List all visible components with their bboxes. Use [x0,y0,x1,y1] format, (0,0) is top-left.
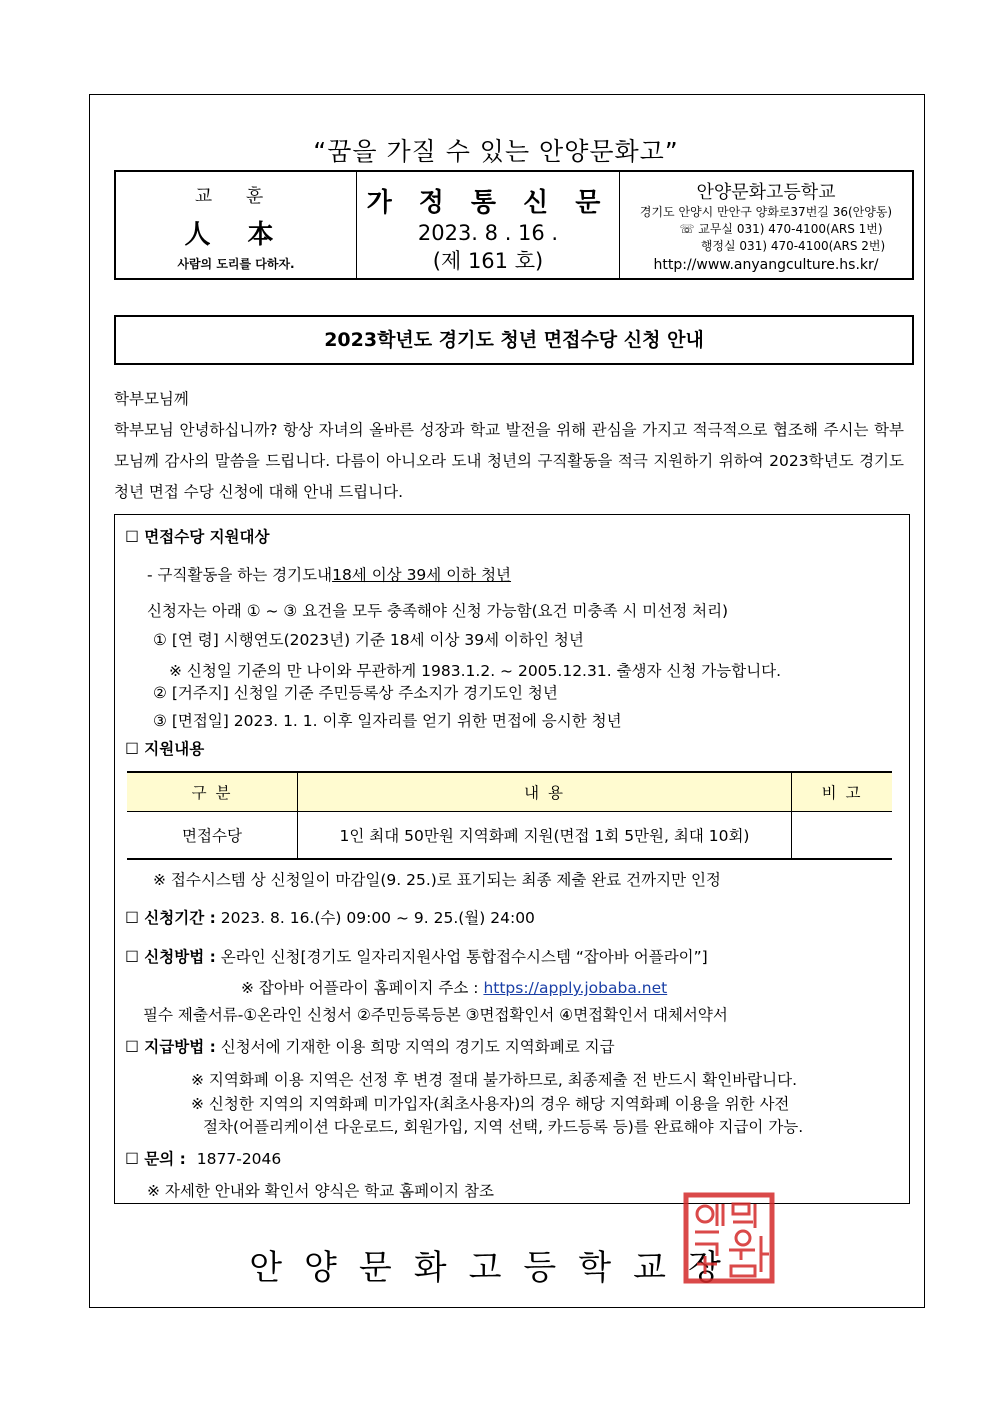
target-line-prefix: - 구직활동을 하는 경기도내 [147,566,333,584]
jobaba-link[interactable]: https://apply.jobaba.net [483,979,668,997]
school-address: 경기도 안양시 만안구 양화로37번길 36(안양동) [639,205,893,219]
support-table [127,771,892,860]
school-motto: “꿈을 가질 수 있는 안양문화고” [313,137,679,166]
method-line [125,945,708,967]
period-line [125,906,535,928]
payment-label: ☐ 지급방법 : [125,1038,216,1056]
greeting-salutation: 학부모님께 [114,390,189,408]
period-label: ☐ 신청기간 : [125,909,216,927]
payment-note-2b: 절차(어플리케이션 다운로드, 회원가입, 지역 선택, 카드등록 등)를 완료해야 지급이 가능. [203,1118,804,1136]
table-note: ※ 접수시스템 상 신청일이 마감일(9. 25.)로 표기되는 최종 제출 완료 건까지만 인정 [153,871,721,889]
newsletter-issue: (제 161 호) [432,249,544,273]
creed-subtitle: 사람의 도리를 다하자. [177,257,295,271]
school-name: 안양문화고등학교 [696,182,836,203]
required-documents: 필수 제출서류-①온라인 신청서 ②주민등록등본 ③면접확인서 ④면접확인서 대체서약서 [143,1006,728,1024]
newsletter-date: 2023. 8 . 16 . [417,221,559,245]
newsletter-title: 가 정 통 신 문 [366,188,610,218]
creed-main: 人 本 [184,220,288,250]
greeting-section [114,384,904,508]
payment-value: 신청서에 기재한 이용 희망 지역의 경기도 지역화폐로 지급 [220,1038,615,1056]
inquiry-label: ☐ 문의 : [125,1150,186,1168]
method-note-prefix: ※ 잡아바 어플라이 홈페이지 주소 : [241,979,479,997]
creed-label: 교 훈 [194,186,278,207]
payment-note-2a: ※ 신청한 지역의 지역화폐 미가입자(최초사용자)의 경우 해당 지역화폐 이용을 위한 사전 [191,1095,790,1113]
info-box [114,514,910,1204]
table-header-category: 구 분 [127,772,298,812]
school-creed-cell [116,172,357,278]
header-table [114,170,914,280]
target-heading: ☐ 면접수당 지원대상 [125,528,270,546]
table-header-remark: 비 고 [792,772,893,812]
table-cell-category: 면접수당 [127,812,298,860]
principal-signature: 안양문화고등학교장 [249,1248,743,1288]
period-value: 2023. 8. 16.(수) 09:00 ~ 9. 25.(월) 24:00 [220,909,535,927]
table-cell-remark [792,812,893,860]
condition-residence: ② [거주지] 신청일 기준 주민등록상 주소지가 경기도인 청년 [153,684,558,702]
target-line [147,563,511,585]
condition-age: ① [연 령] 시행연도(2023년) 기준 18세 이상 39세 이하인 청년 [153,631,584,649]
school-info-cell [620,172,912,278]
payment-note-1: ※ 지역화폐 이용 지역은 선정 후 변경 절대 불가하므로, 최종제출 전 반드시 확인바랍니다. [191,1071,798,1089]
table-row [127,812,892,860]
school-phone-office: ☏ 교무실 031) 470-4100(ARS 1번) [679,222,883,236]
condition-interview: ③ [면접일] 2023. 1. 1. 이후 일자리를 얻기 위한 면접에 응시한 청년 [153,712,622,730]
document-title: 2023학년도 경기도 청년 면접수당 신청 안내 [114,315,914,365]
inquiry-value: 1877-2046 [196,1150,282,1168]
condition-intro: 신청자는 아래 ① ~ ③ 요건을 모두 충족해야 신청 가능함(요건 미충족 시 미선정 처리) [147,602,729,620]
target-age-range: 18세 이상 39세 이하 청년 [332,566,512,584]
inquiry-line [125,1147,281,1169]
seal-engraving [695,1204,769,1276]
inquiry-note: ※ 자세한 안내와 확인서 양식은 학교 홈페이지 참조 [147,1182,494,1200]
table-header-content: 내 용 [298,772,792,812]
condition-age-note: ※ 신청일 기준의 만 나이와 무관하게 1983.1.2. ~ 2005.12.31. 출생자 신청 가능합니다. [169,662,782,680]
method-value: 온라인 신청[경기도 일자리지원사업 통합접수시스템 “잡아바 어플라이”] [220,948,708,966]
method-note [241,976,667,998]
greeting-body: 학부모님 안녕하십니까? 항상 자녀의 올바른 성장과 학교 발전을 위해 관심을 가지고 적극적으로 협조해 주시는 학부모님께 감사의 말씀을 드립니다. 다름이 아니오라 도내 청년의 구직활동을 적극 지원하기 위하여 2023학년도 경기도 청년 면접 수당 신청에 대해 안내 드립니다. [114,421,904,501]
school-phone-admin: 행정실 031) 470-4100(ARS 2번) [700,239,886,253]
school-url[interactable]: http://www.anyangculture.hs.kr/ [653,257,879,273]
official-seal [683,1192,775,1284]
method-label: ☐ 신청방법 : [125,948,216,966]
newsletter-cell [357,172,620,278]
table-cell-content: 1인 최대 50만원 지역화폐 지원(면접 1회 5만원, 최대 10회) [298,812,792,860]
content-heading: ☐ 지원내용 [125,740,205,758]
table-header-row [127,772,892,812]
payment-line [125,1035,615,1057]
